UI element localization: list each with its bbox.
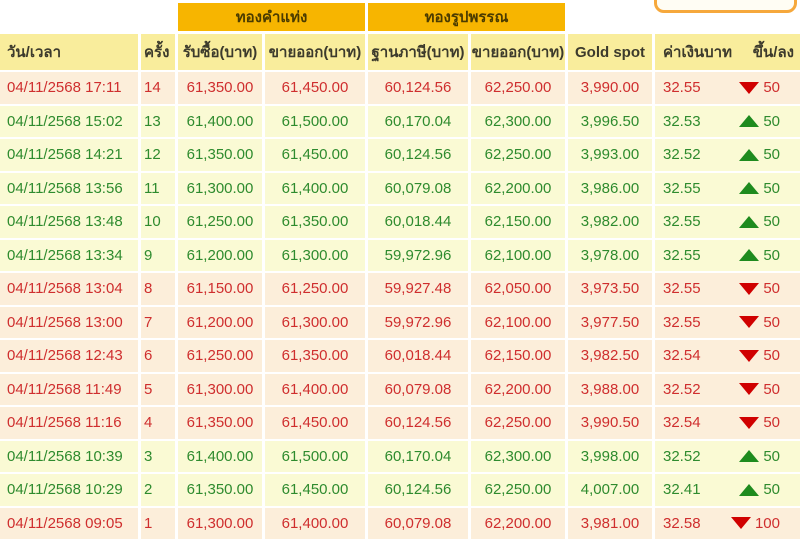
- change-value: 50: [763, 246, 780, 264]
- cell-gold-spot: 3,982.00: [568, 206, 652, 238]
- cell-baht-value: 32.55: [663, 280, 701, 298]
- cell-baht-value: 32.55: [663, 213, 701, 231]
- cell-gold-spot: 3,996.50: [568, 106, 652, 138]
- gold-price-table: [0, 34, 800, 539]
- cell-bar-sell: 61,300.00: [265, 240, 365, 272]
- cell-gold-spot: 3,978.00: [568, 240, 652, 272]
- cell-gold-spot: 3,981.00: [568, 508, 652, 540]
- cell-tax-base: 59,972.96: [368, 240, 468, 272]
- cell-round: 14: [141, 72, 175, 104]
- up-arrow-icon: [739, 216, 759, 228]
- col-header-datetime: วัน/เวลา: [0, 34, 138, 70]
- cell-baht-updown: [655, 240, 800, 272]
- cell-bar-buy: 61,300.00: [178, 508, 262, 540]
- cell-change: [739, 213, 800, 230]
- cell-bar-buy: 61,350.00: [178, 72, 262, 104]
- cell-baht-value: 32.52: [663, 447, 701, 465]
- cell-change: [739, 347, 800, 364]
- cell-bar-sell: 61,450.00: [265, 474, 365, 506]
- cell-gold-spot: 4,007.00: [568, 474, 652, 506]
- cell-bar-buy: 61,250.00: [178, 206, 262, 238]
- cell-round: 10: [141, 206, 175, 238]
- cell-baht-updown: [655, 72, 800, 104]
- cell-bar-buy: 61,400.00: [178, 441, 262, 473]
- cell-round: 9: [141, 240, 175, 272]
- cell-datetime: 04/11/2568 13:00: [0, 307, 138, 339]
- cell-round: 7: [141, 307, 175, 339]
- group-header-gold-ornament: ทองรูปพรรณ: [368, 3, 565, 31]
- cell-gold-spot: 3,990.50: [568, 407, 652, 439]
- cell-orn-sell: 62,200.00: [471, 508, 565, 540]
- cell-orn-sell: 62,250.00: [471, 72, 565, 104]
- cell-tax-base: 59,927.48: [368, 273, 468, 305]
- cell-datetime: 04/11/2568 10:39: [0, 441, 138, 473]
- cell-baht-value: 32.55: [663, 246, 701, 264]
- cell-round: 5: [141, 374, 175, 406]
- cell-bar-sell: 61,250.00: [265, 273, 365, 305]
- cell-datetime: 04/11/2568 11:49: [0, 374, 138, 406]
- cell-orn-sell: 62,300.00: [471, 441, 565, 473]
- partial-button-top-right[interactable]: [654, 0, 797, 13]
- cell-baht-value: 32.52: [663, 380, 701, 398]
- cell-tax-base: 60,079.08: [368, 508, 468, 540]
- cell-bar-buy: 61,400.00: [178, 106, 262, 138]
- cell-tax-base: 60,079.08: [368, 374, 468, 406]
- cell-bar-sell: 61,450.00: [265, 72, 365, 104]
- cell-tax-base: 60,018.44: [368, 340, 468, 372]
- col-header-gold-spot: Gold spot: [568, 34, 652, 70]
- cell-orn-sell: 62,050.00: [471, 273, 565, 305]
- cell-bar-sell: 61,450.00: [265, 407, 365, 439]
- change-value: 50: [763, 447, 780, 465]
- cell-bar-sell: 61,300.00: [265, 307, 365, 339]
- cell-baht-updown: [655, 407, 800, 439]
- cell-gold-spot: 3,988.00: [568, 374, 652, 406]
- col-header-tax-base: ฐานภาษี(บาท): [368, 34, 468, 70]
- cell-baht-updown: [655, 441, 800, 473]
- cell-gold-spot: 3,993.00: [568, 139, 652, 171]
- cell-orn-sell: 62,150.00: [471, 340, 565, 372]
- cell-bar-sell: 61,400.00: [265, 508, 365, 540]
- cell-tax-base: 60,124.56: [368, 474, 468, 506]
- cell-gold-spot: 3,986.00: [568, 173, 652, 205]
- cell-datetime: 04/11/2568 09:05: [0, 508, 138, 540]
- cell-change: [739, 481, 800, 498]
- cell-round: 13: [141, 106, 175, 138]
- cell-baht-value: 32.53: [663, 112, 701, 130]
- cell-tax-base: 60,079.08: [368, 173, 468, 205]
- change-value: 100: [754, 514, 780, 532]
- cell-tax-base: 60,124.56: [368, 139, 468, 171]
- cell-bar-buy: 61,200.00: [178, 240, 262, 272]
- cell-tax-base: 59,972.96: [368, 307, 468, 339]
- cell-datetime: 04/11/2568 13:56: [0, 173, 138, 205]
- cell-orn-sell: 62,250.00: [471, 407, 565, 439]
- down-arrow-icon: [739, 417, 759, 429]
- down-arrow-icon: [739, 283, 759, 295]
- change-value: 50: [763, 112, 780, 130]
- cell-round: 4: [141, 407, 175, 439]
- cell-baht-updown: [655, 474, 800, 506]
- cell-baht-updown: [655, 139, 800, 171]
- cell-datetime: 04/11/2568 11:16: [0, 407, 138, 439]
- cell-round: 6: [141, 340, 175, 372]
- cell-round: 8: [141, 273, 175, 305]
- change-value: 50: [763, 213, 780, 231]
- cell-orn-sell: 62,250.00: [471, 474, 565, 506]
- cell-gold-spot: 3,973.50: [568, 273, 652, 305]
- cell-gold-spot: 3,998.00: [568, 441, 652, 473]
- cell-round: 2: [141, 474, 175, 506]
- change-value: 50: [763, 380, 780, 398]
- cell-change: [739, 180, 800, 197]
- cell-baht-updown: [655, 374, 800, 406]
- cell-baht-value: 32.58: [663, 514, 701, 532]
- col-header-updown: ขึ้น/ลง: [752, 44, 794, 61]
- up-arrow-icon: [739, 450, 759, 462]
- cell-bar-sell: 61,350.00: [265, 340, 365, 372]
- cell-round: 11: [141, 173, 175, 205]
- cell-change: [739, 280, 800, 297]
- cell-baht-updown: [655, 340, 800, 372]
- cell-orn-sell: 62,100.00: [471, 240, 565, 272]
- change-value: 50: [763, 280, 780, 298]
- cell-change: [739, 79, 800, 96]
- cell-tax-base: 60,018.44: [368, 206, 468, 238]
- cell-baht-value: 32.55: [663, 79, 701, 97]
- cell-tax-base: 60,124.56: [368, 72, 468, 104]
- cell-bar-buy: 61,250.00: [178, 340, 262, 372]
- cell-gold-spot: 3,977.50: [568, 307, 652, 339]
- cell-bar-buy: 61,350.00: [178, 139, 262, 171]
- cell-bar-sell: 61,500.00: [265, 441, 365, 473]
- cell-orn-sell: 62,150.00: [471, 206, 565, 238]
- cell-orn-sell: 62,300.00: [471, 106, 565, 138]
- cell-bar-buy: 61,350.00: [178, 407, 262, 439]
- up-arrow-icon: [739, 149, 759, 161]
- cell-change: [739, 448, 800, 465]
- cell-orn-sell: 62,100.00: [471, 307, 565, 339]
- cell-change: [739, 381, 800, 398]
- cell-change: [739, 414, 800, 431]
- cell-datetime: 04/11/2568 13:04: [0, 273, 138, 305]
- cell-baht-value: 32.54: [663, 414, 701, 432]
- down-arrow-icon: [739, 82, 759, 94]
- cell-baht-updown: [655, 106, 800, 138]
- cell-datetime: 04/11/2568 13:48: [0, 206, 138, 238]
- change-value: 50: [763, 146, 780, 164]
- cell-tax-base: 60,170.04: [368, 441, 468, 473]
- group-header-gold-bar: ทองคำแท่ง: [178, 3, 365, 31]
- cell-baht-value: 32.55: [663, 179, 701, 197]
- cell-bar-buy: 61,200.00: [178, 307, 262, 339]
- cell-baht-updown: [655, 307, 800, 339]
- cell-baht-value: 32.54: [663, 347, 701, 365]
- cell-round: 3: [141, 441, 175, 473]
- cell-baht-value: 32.52: [663, 146, 701, 164]
- cell-change: [739, 314, 800, 331]
- down-arrow-icon: [739, 383, 759, 395]
- change-value: 50: [763, 179, 780, 197]
- cell-bar-sell: 61,400.00: [265, 374, 365, 406]
- down-arrow-icon: [739, 316, 759, 328]
- cell-datetime: 04/11/2568 10:29: [0, 474, 138, 506]
- change-value: 50: [763, 313, 780, 331]
- cell-change: [731, 515, 800, 532]
- cell-change: [739, 113, 800, 130]
- cell-bar-buy: 61,300.00: [178, 374, 262, 406]
- col-header-round: ครั้ง: [141, 34, 175, 70]
- cell-change: [739, 247, 800, 264]
- change-value: 50: [763, 481, 780, 499]
- cell-bar-buy: 61,350.00: [178, 474, 262, 506]
- cell-orn-sell: 62,200.00: [471, 173, 565, 205]
- cell-round: 1: [141, 508, 175, 540]
- cell-bar-sell: 61,500.00: [265, 106, 365, 138]
- cell-orn-sell: 62,250.00: [471, 139, 565, 171]
- up-arrow-icon: [739, 249, 759, 261]
- cell-bar-sell: 61,400.00: [265, 173, 365, 205]
- col-header-baht: ค่าเงินบาท: [663, 44, 732, 61]
- col-header-bar-sell: ขายออก(บาท): [265, 34, 365, 70]
- col-header-baht-updown: [655, 34, 800, 70]
- cell-datetime: 04/11/2568 13:34: [0, 240, 138, 272]
- cell-baht-value: 32.41: [663, 481, 701, 499]
- cell-bar-sell: 61,350.00: [265, 206, 365, 238]
- down-arrow-icon: [731, 517, 751, 529]
- cell-datetime: 04/11/2568 14:21: [0, 139, 138, 171]
- cell-orn-sell: 62,200.00: [471, 374, 565, 406]
- cell-change: [739, 146, 800, 163]
- cell-bar-buy: 61,300.00: [178, 173, 262, 205]
- cell-baht-updown: [655, 206, 800, 238]
- cell-tax-base: 60,170.04: [368, 106, 468, 138]
- cell-baht-updown: [655, 173, 800, 205]
- cell-gold-spot: 3,982.50: [568, 340, 652, 372]
- col-header-orn-sell: ขายออก(บาท): [471, 34, 565, 70]
- cell-datetime: 04/11/2568 12:43: [0, 340, 138, 372]
- cell-round: 12: [141, 139, 175, 171]
- cell-gold-spot: 3,990.00: [568, 72, 652, 104]
- cell-bar-sell: 61,450.00: [265, 139, 365, 171]
- change-value: 50: [763, 347, 780, 365]
- cell-baht-value: 32.55: [663, 313, 701, 331]
- up-arrow-icon: [739, 484, 759, 496]
- cell-tax-base: 60,124.56: [368, 407, 468, 439]
- cell-baht-updown: [655, 508, 800, 540]
- cell-datetime: 04/11/2568 15:02: [0, 106, 138, 138]
- down-arrow-icon: [739, 350, 759, 362]
- change-value: 50: [763, 414, 780, 432]
- cell-baht-updown: [655, 273, 800, 305]
- up-arrow-icon: [739, 182, 759, 194]
- cell-bar-buy: 61,150.00: [178, 273, 262, 305]
- change-value: 50: [763, 79, 780, 97]
- col-header-bar-buy: รับซื้อ(บาท): [178, 34, 262, 70]
- cell-datetime: 04/11/2568 17:11: [0, 72, 138, 104]
- up-arrow-icon: [739, 115, 759, 127]
